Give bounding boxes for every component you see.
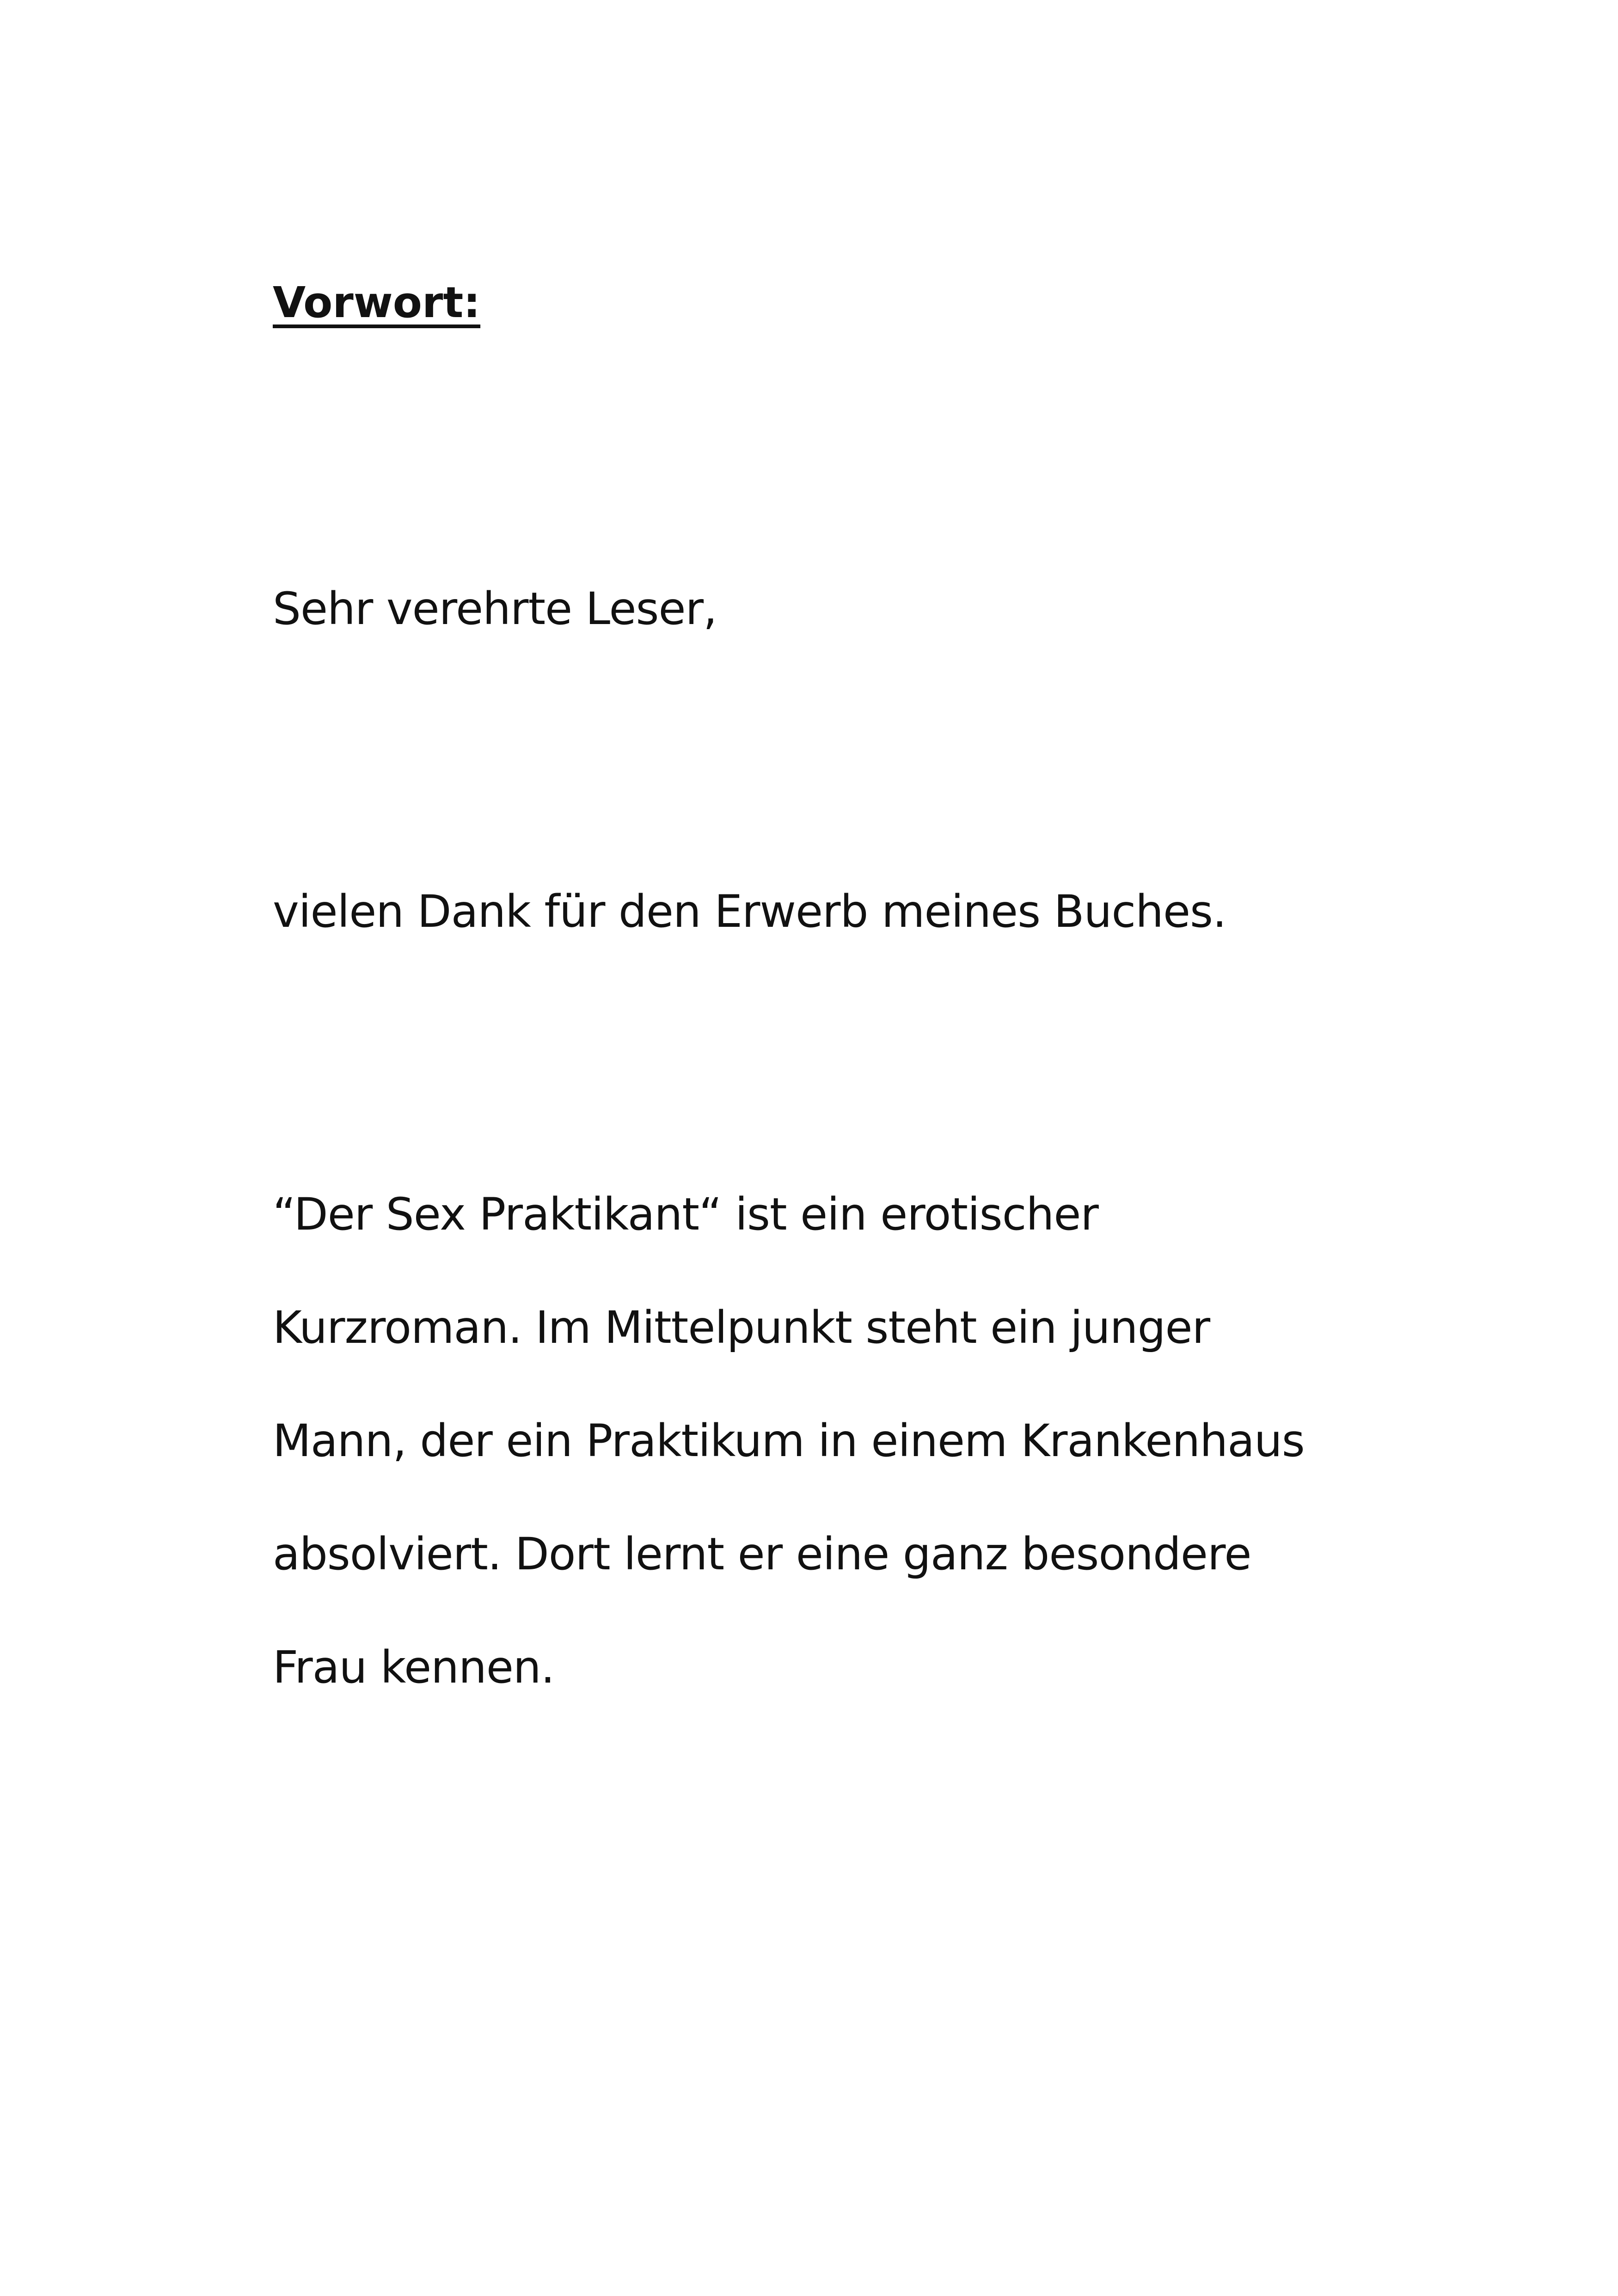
page-heading: Vorwort: xyxy=(273,278,481,327)
paragraph-line: Kurzroman. Im Mittelpunkt steht ein junger xyxy=(273,1302,1210,1353)
paragraph-line: “Der Sex Praktikant“ ist ein erotischer xyxy=(273,1188,1098,1240)
paragraph-line: Frau kennen. xyxy=(273,1641,555,1693)
greeting-line: Sehr verehrte Leser, xyxy=(273,583,717,635)
paragraph-line: absolviert. Dort lernt er eine ganz besondere xyxy=(273,1528,1251,1580)
thanks-line: vielen Dank für den Erwerb meines Buches. xyxy=(273,886,1226,937)
paragraph-line: Mann, der ein Praktikum in einem Krankenhaus xyxy=(273,1415,1305,1467)
